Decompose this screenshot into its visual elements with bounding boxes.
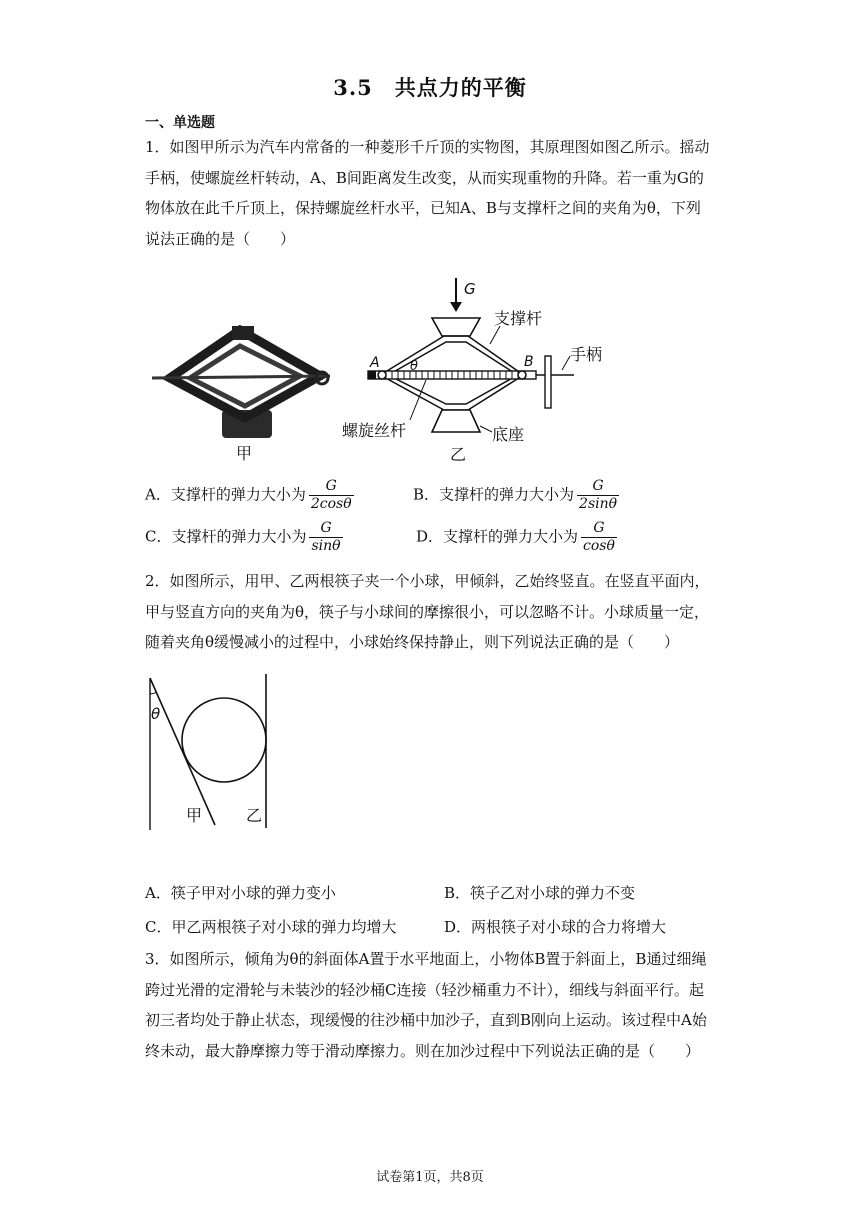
label-screw-rod: 螺旋丝杆 xyxy=(342,421,407,440)
q1-option-b[interactable] xyxy=(413,478,619,513)
jack-photo-figure xyxy=(150,318,340,463)
q1-option-b-label: B．支撑杆的弹力大小为 xyxy=(413,485,575,504)
ball xyxy=(182,698,266,782)
label-support-rod: 支撑杆 xyxy=(494,309,543,328)
q2-option-b[interactable]: B．筷子乙对小球的弹力不变 xyxy=(444,884,636,902)
page-footer: 试卷第1页，共8页 xyxy=(376,1170,484,1185)
base-block xyxy=(432,410,480,432)
label-base: 底座 xyxy=(492,425,525,444)
q1-option-d[interactable] xyxy=(416,520,617,555)
label-jia: 甲 xyxy=(236,444,253,463)
label-handle: 手柄 xyxy=(570,345,603,364)
q1-option-c[interactable] xyxy=(145,520,343,555)
jack-photo-image xyxy=(152,326,330,438)
question-2-text: 2．如图所示，用甲、乙两根筷子夹一个小球，甲倾斜，乙始终竖直。在竖直平面内，甲与竖直方向的夹角为θ，筷子与小球间的摩擦很小，可以忽略不计。小球质量一定，随着夹角θ缓慢减小的过程中，小球始终保持静止，则下列说法正确的是（ ） xyxy=(145,572,710,651)
handle xyxy=(545,356,551,408)
q1-option-a-fraction xyxy=(309,478,354,513)
fraction-denominator: 2sinθ xyxy=(579,496,618,512)
chopsticks-figure xyxy=(140,670,280,835)
q2-option-d[interactable]: D．两根筷子对小球的合力将增大 xyxy=(444,918,667,936)
page-title: 3.5 共点力的平衡 xyxy=(333,75,527,100)
label-B: B xyxy=(524,354,534,370)
question-1-text: 1．如图甲所示为汽车内常备的一种菱形千斤顶的实物图，其原理图如图乙所示。摇动手柄，使螺旋丝杆转动，A、B间距离发生改变，从而实现重物的升降。若一重为G的物体放在此千斤顶上，保持螺旋丝杆水平，已知A、B与支撑杆之间的夹角为θ，下列说法正确的是（ ） xyxy=(145,138,710,248)
q1-option-a[interactable] xyxy=(145,478,354,513)
q1-option-c-fraction xyxy=(309,520,342,555)
q1-option-a-label: A．支撑杆的弹力大小为 xyxy=(145,485,306,504)
chopstick-jia xyxy=(150,678,215,825)
label-A: A xyxy=(370,355,380,371)
fraction-numerator: G xyxy=(581,520,617,538)
question-3-text: 3．如图所示，倾角为θ的斜面体A置于水平地面上，小物体B置于斜面上，B通过细绳跨过光滑的定滑轮与未装沙的轻沙桶C连接（轻沙桶重力不计），细线与斜面平行。起初三者均处于静止状态，现缓慢的往沙桶中加沙子，直到B刚向上运动。该过程中A始终未动，最大静摩擦力等于滑动摩擦力。则在加沙过程中下列说法正确的是（ ） xyxy=(145,950,707,1060)
fraction-denominator: sinθ xyxy=(311,538,341,554)
fraction-numerator: G xyxy=(577,478,619,496)
q2-option-a[interactable]: A．筷子甲对小球的弹力变小 xyxy=(145,884,336,902)
fraction-denominator: 2cosθ xyxy=(310,496,352,512)
label-yi: 乙 xyxy=(246,806,263,825)
label-theta: θ xyxy=(410,359,418,374)
section-heading: 一、单选题 xyxy=(145,115,215,131)
fraction-numerator: G xyxy=(309,478,354,496)
fraction-denominator: cosθ xyxy=(583,538,615,554)
q1-option-b-fraction xyxy=(577,478,619,513)
q1-option-d-label: D．支撑杆的弹力大小为 xyxy=(416,527,579,546)
jack-schematic-figure xyxy=(340,272,610,464)
q1-option-d-fraction xyxy=(581,520,617,555)
label-jia: 甲 xyxy=(186,806,203,825)
label-G: G xyxy=(464,280,476,298)
label-theta: θ xyxy=(151,705,161,723)
fraction-numerator: G xyxy=(309,520,342,538)
top-block xyxy=(432,318,480,336)
label-yi: 乙 xyxy=(450,445,467,464)
q1-option-c-label: C．支撑杆的弹力大小为 xyxy=(145,527,307,546)
q2-option-c[interactable]: C．甲乙两根筷子对小球的弹力均增大 xyxy=(145,918,397,936)
